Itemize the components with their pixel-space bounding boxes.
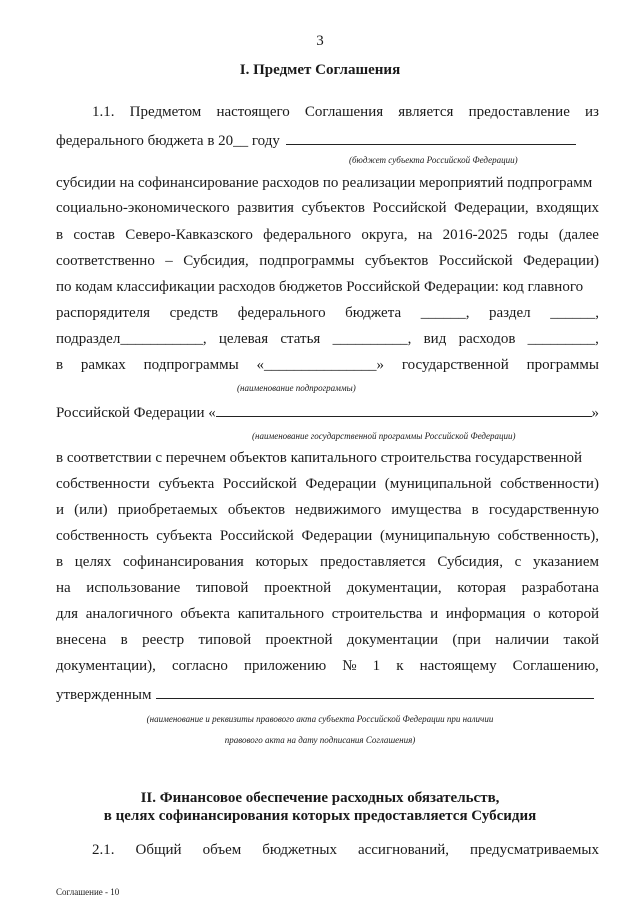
word: на <box>417 227 433 243</box>
word: из <box>585 104 599 120</box>
word: Российской <box>438 253 513 269</box>
word: информация <box>445 606 526 622</box>
word: Общий <box>135 842 182 858</box>
paragraph-line <box>56 200 599 217</box>
paragraph-line <box>56 357 599 374</box>
word: бюджета <box>345 305 402 321</box>
word: которой <box>548 606 599 622</box>
word: ______, <box>550 305 599 321</box>
word: государственной <box>401 357 509 373</box>
word: Федерации) <box>523 253 599 269</box>
word: целях <box>74 554 112 570</box>
word: (или) <box>74 502 108 518</box>
word: Федерации <box>301 528 373 544</box>
section-2-title: II. Финансовое обеспечение расходных обязательств, <box>140 790 500 806</box>
word: реестр <box>142 632 185 648</box>
word: объекта <box>180 606 231 622</box>
section-1-title: I. Предмет Соглашения <box>239 62 401 78</box>
word: в <box>56 227 64 243</box>
paragraph-line <box>56 402 599 422</box>
word: в <box>120 632 128 648</box>
paragraph-line <box>56 606 599 623</box>
word: и <box>56 502 65 518</box>
word: собственность), <box>497 528 599 544</box>
word: которых <box>255 554 309 570</box>
word: годы <box>517 227 549 243</box>
fill-blank[interactable] <box>156 684 594 699</box>
paragraph-line <box>56 580 599 597</box>
word: наличии <box>495 632 550 648</box>
word: по кодам классификации расходов бюджетов Российской Федерации: код главного <box>56 279 584 295</box>
paragraph-line <box>56 305 599 322</box>
word: (муниципальную <box>379 528 490 544</box>
word: объектов <box>227 502 286 518</box>
word: подпрограммы <box>143 357 239 373</box>
word: подпрограммы <box>259 253 355 269</box>
paragraph-line <box>56 331 599 348</box>
word: Российской <box>222 476 297 492</box>
word: «_______________» <box>256 357 385 373</box>
section-2-title: в целях софинансирования которых предоставляется Субсидия <box>103 808 537 824</box>
word: (при <box>452 632 481 648</box>
word: № <box>342 658 357 674</box>
paragraph-line <box>56 175 599 192</box>
word: в <box>56 357 64 373</box>
word: округа, <box>361 227 408 243</box>
paragraph-line <box>56 658 599 675</box>
word: в соответствии с перечнем объектов капитального строительства государственной <box>56 450 582 466</box>
word: _________, <box>527 331 599 347</box>
word: Северо-Кавказского <box>125 227 253 243</box>
word: проектной <box>264 580 332 596</box>
word: ассигнований, <box>357 842 450 858</box>
word: софинансирования <box>123 554 244 570</box>
word: субъектов <box>364 253 429 269</box>
caption-legal-act: (наименование и реквизиты правового акта субъекта Российской Федерации при наличии <box>146 714 494 724</box>
page-number: 3 <box>316 33 324 49</box>
paragraph-line <box>56 227 599 244</box>
word: недвижимого <box>295 502 382 518</box>
word: Федерации <box>305 476 377 492</box>
word: документации), <box>56 658 156 674</box>
word: распорядителя <box>56 305 150 321</box>
word: соответственно <box>56 253 155 269</box>
word: на <box>56 580 71 596</box>
caption-budget: (бюджет субъекта Российской Федерации) <box>349 155 518 165</box>
word: типовой <box>195 580 249 596</box>
word: Субсидия, <box>437 554 503 570</box>
word: и <box>430 606 439 622</box>
word: субъекта <box>156 528 213 544</box>
word: капитального <box>237 606 325 622</box>
word: внесена <box>56 632 107 648</box>
line-text: утвержденным <box>56 687 152 703</box>
paragraph-line <box>92 104 599 121</box>
word: Соглашению, <box>512 658 599 674</box>
word: состав <box>73 227 116 243</box>
word: документации <box>346 632 439 648</box>
footer-label: Соглашение - 10 <box>56 887 120 897</box>
word: такой <box>563 632 599 648</box>
word: Российской <box>372 200 447 216</box>
word: социально-экономического <box>56 200 230 216</box>
word: 2016-2025 <box>442 227 508 243</box>
word: субъекта <box>158 476 215 492</box>
word: которая <box>457 580 507 596</box>
word: вид <box>423 331 447 347</box>
word: статья <box>280 331 321 347</box>
word: Соглашения <box>304 104 384 120</box>
word: документации, <box>346 580 442 596</box>
word: предоставление <box>468 104 570 120</box>
word: предоставляется <box>319 554 426 570</box>
word: к <box>396 658 404 674</box>
word: 1.1. <box>92 104 115 120</box>
paragraph-line <box>56 476 599 493</box>
word: о <box>533 606 541 622</box>
word: Федерации, <box>454 200 529 216</box>
word: Российской <box>219 528 294 544</box>
word: входящих <box>536 200 599 216</box>
paragraph-line <box>56 253 599 270</box>
word: согласно <box>171 658 228 674</box>
word: приобретаемых <box>117 502 218 518</box>
word: аналогичного <box>85 606 173 622</box>
word: имущества <box>391 502 462 518</box>
word: подраздел___________, <box>56 331 207 347</box>
word: настоящему <box>419 658 497 674</box>
word: Предметом <box>129 104 202 120</box>
word: федерального <box>237 305 326 321</box>
word: строительства <box>331 606 423 622</box>
word: расходов <box>458 331 516 347</box>
word: типовой <box>198 632 252 648</box>
line-text: Российской Федерации « <box>56 405 216 421</box>
paragraph-line <box>56 502 599 519</box>
word: бюджетных <box>262 842 337 858</box>
word: указанием <box>532 554 599 570</box>
caption-state-program: (наименование государственной программы Российской Федерации) <box>252 431 516 441</box>
word: средств <box>169 305 219 321</box>
word: в <box>471 502 479 518</box>
word: собственности <box>56 476 150 492</box>
paragraph-line <box>56 554 599 571</box>
word: проектной <box>265 632 333 648</box>
word: разработана <box>521 580 599 596</box>
word: программы <box>526 357 599 373</box>
paragraph-line <box>56 528 599 545</box>
word: в <box>56 554 64 570</box>
caption-legal-act: правового акта на дату подписания Соглашения) <box>224 735 416 745</box>
word: использование <box>86 580 181 596</box>
paragraph-line <box>92 842 599 859</box>
word: ______, <box>420 305 470 321</box>
fill-blank[interactable] <box>216 402 592 417</box>
line-text: федерального бюджета в 20__ году <box>56 133 280 149</box>
paragraph-line <box>56 279 599 296</box>
fill-blank[interactable] <box>286 130 576 145</box>
word: настоящего <box>216 104 290 120</box>
word: субсидии на софинансирование расходов по реализации мероприятий подпрограмм <box>56 175 593 191</box>
word: (далее <box>558 227 599 243</box>
paragraph-line <box>56 684 599 704</box>
word: развития <box>237 200 294 216</box>
caption-subprogram: (наименование подпрограммы) <box>237 383 356 393</box>
word: целевая <box>218 331 269 347</box>
word: собственность <box>56 528 149 544</box>
paragraph-line <box>56 130 599 150</box>
word: Субсидия, <box>183 253 249 269</box>
paragraph-line <box>56 450 599 467</box>
word: федерального <box>263 227 352 243</box>
word: раздел <box>489 305 531 321</box>
word: субъектов <box>301 200 365 216</box>
word: государственную <box>488 502 599 518</box>
word: рамках <box>80 357 126 373</box>
word: 2.1. <box>92 842 115 858</box>
word: собственности) <box>500 476 599 492</box>
word: (муниципальной <box>384 476 492 492</box>
word: __________, <box>332 331 412 347</box>
word: приложению <box>243 658 327 674</box>
word: объем <box>202 842 242 858</box>
word: для <box>56 606 79 622</box>
line-text: » <box>591 405 599 421</box>
word: предусматриваемых <box>470 842 599 858</box>
word: является <box>398 104 454 120</box>
word: с <box>514 554 522 570</box>
word: – <box>165 253 173 269</box>
paragraph-line <box>56 632 599 649</box>
word: 1 <box>372 658 381 674</box>
